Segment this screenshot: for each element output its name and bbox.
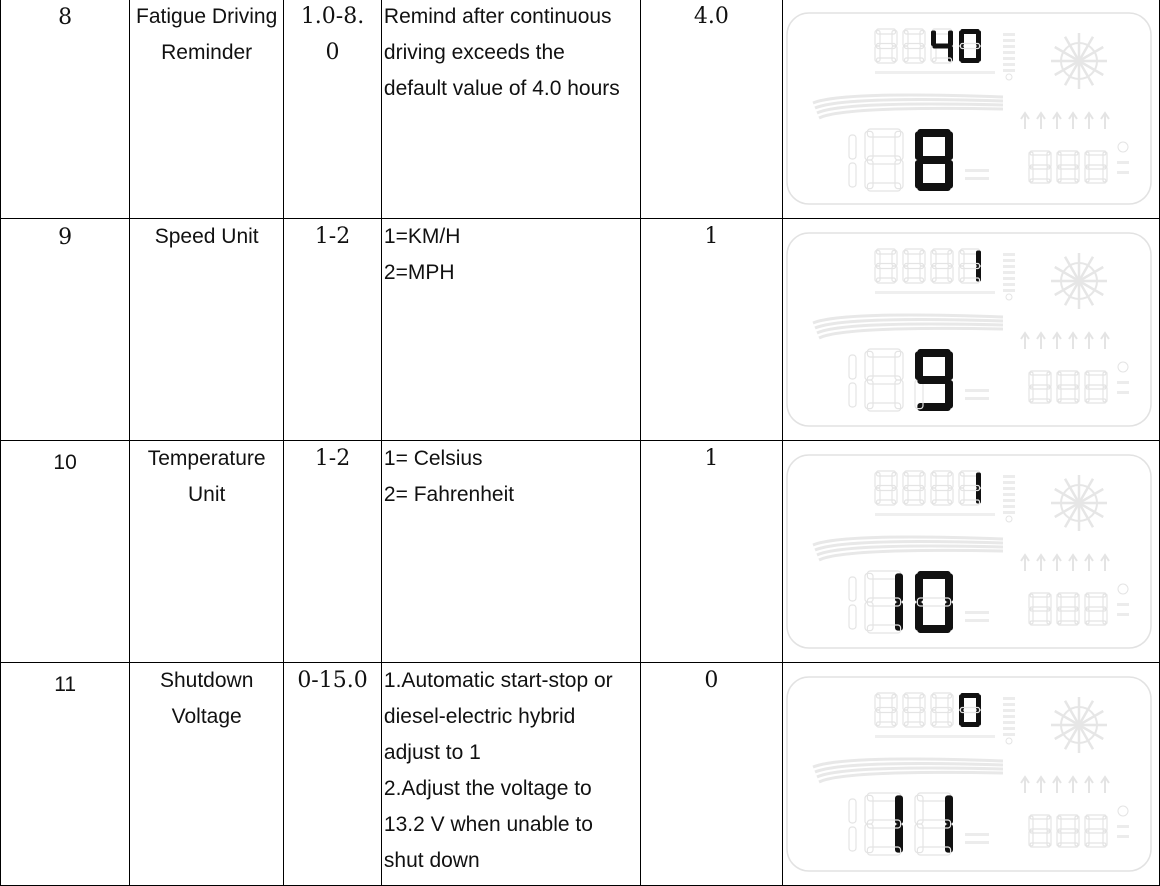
parameter-range: 1-2 bbox=[284, 441, 382, 663]
lcd-display-image bbox=[783, 663, 1159, 885]
lcd-display-image bbox=[783, 441, 1159, 662]
parameter-description: 1= Celsius 2= Fahrenheit bbox=[381, 441, 640, 663]
default-value: 1 bbox=[640, 441, 782, 663]
default-value: 1 bbox=[640, 219, 782, 441]
parameter-range: 1-2 bbox=[284, 219, 382, 441]
table-row bbox=[1, 219, 1160, 441]
display-illustration bbox=[782, 0, 1159, 219]
parameter-name: Temperature Unit bbox=[130, 441, 284, 663]
row-number: 9 bbox=[1, 219, 130, 441]
table-row bbox=[1, 0, 1160, 219]
lcd-display-image bbox=[783, 0, 1159, 218]
parameter-name: Fatigue Driving Reminder bbox=[130, 0, 284, 219]
default-value: 0 bbox=[640, 663, 782, 886]
parameter-description: Remind after continuous driving exceeds the default value of 4.0 hours bbox=[381, 0, 640, 219]
parameter-range: 0-15.0 bbox=[284, 663, 382, 886]
parameter-description: 1=KM/H 2=MPH bbox=[381, 219, 640, 441]
row-number: 10 bbox=[1, 441, 130, 663]
display-illustration bbox=[782, 219, 1159, 441]
row-number: 8 bbox=[1, 0, 130, 219]
default-value: 4.0 bbox=[640, 0, 782, 219]
lcd-display-image bbox=[783, 219, 1159, 440]
parameter-description: 1.Automatic start-stop or diesel-electric hybrid adjust to 1 2.Adjust the voltage to 13.2 V when unable to shut down bbox=[381, 663, 640, 886]
table-row bbox=[1, 663, 1160, 886]
table-row bbox=[1, 441, 1160, 663]
parameter-name: Speed Unit bbox=[130, 219, 284, 441]
row-number: 11 bbox=[1, 663, 130, 886]
parameter-name: Shutdown Voltage bbox=[130, 663, 284, 886]
display-illustration bbox=[782, 663, 1159, 886]
display-illustration bbox=[782, 441, 1159, 663]
parameter-range: 1.0-8. 0 bbox=[284, 0, 382, 219]
